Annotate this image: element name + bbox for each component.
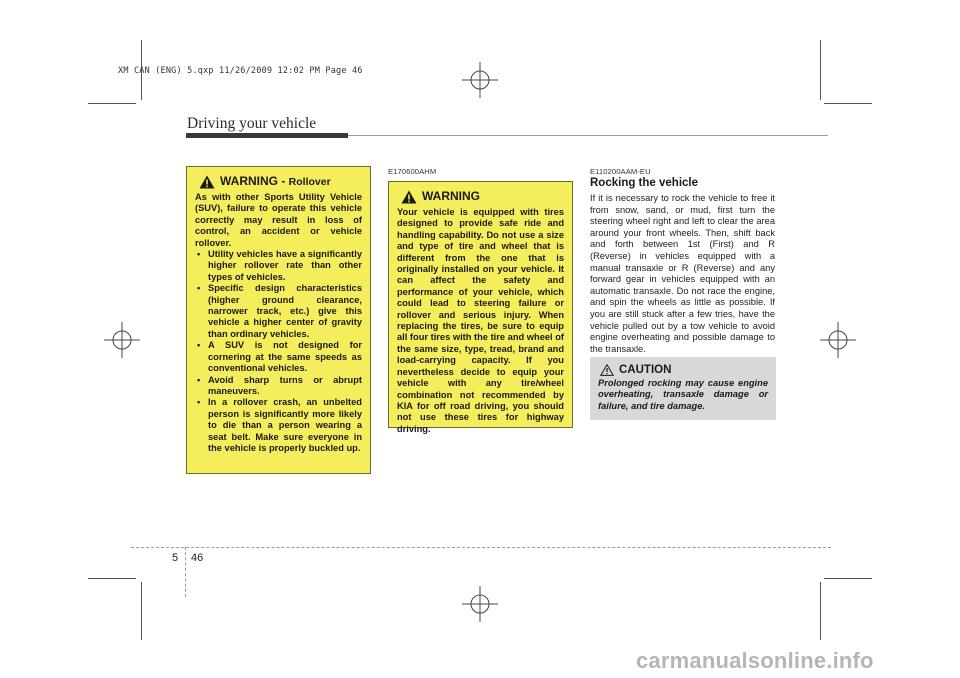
- print-slug: XM CAN (ENG) 5.qxp 11/26/2009 12:02 PM Page 46: [118, 66, 363, 76]
- crop-mark: [88, 578, 136, 579]
- warning-tires-title: WARNING: [422, 189, 480, 204]
- warning-tires-header: [397, 190, 564, 204]
- caution-header: [598, 364, 768, 376]
- section-title: Driving your vehicle: [187, 115, 317, 132]
- list-item: • Utility vehicles have a significantly higher rollover rate than other types of vehicles.: [195, 249, 362, 283]
- caution-box: [590, 357, 776, 420]
- header-bar: [186, 133, 348, 138]
- list-item: • Avoid sharp turns or abrupt maneuvers.: [195, 375, 362, 398]
- header-rule: [348, 135, 828, 136]
- warning-rollover-box: [186, 166, 371, 474]
- watermark: carmanualsonline.info: [636, 648, 874, 673]
- warning-rollover-subtitle: Rollover: [288, 175, 331, 188]
- crop-mark: [88, 103, 136, 104]
- warning-rollover-title: WARNING -: [220, 173, 289, 188]
- caution-title: CAUTION: [619, 364, 672, 376]
- footer-divider: [185, 547, 186, 597]
- crop-mark: [824, 578, 872, 579]
- chapter-number: 5: [172, 552, 179, 564]
- list-item: • Specific design characteristics (higher ground clearance, narrower track, etc.) give this vehicle a higher center of gravity than ordinary vehicles.: [195, 283, 362, 340]
- registration-mark-icon: [462, 586, 498, 622]
- warning-rollover-list: [195, 249, 362, 454]
- footer-rule: [131, 547, 831, 548]
- warning-rollover-intro: As with other Sports Utility Vehicle (SUV), failure to operate this vehicle correctly may result in loss of control, an accident or vehicle rollover.: [195, 192, 362, 248]
- warning-triangle-icon: [401, 190, 417, 204]
- crop-mark: [141, 582, 142, 640]
- list-item: • In a rollover crash, an unbelted person is significantly more likely to die than a person wearing a seat belt. Make sure everyone in the vehicle is properly buckled up.: [195, 397, 362, 454]
- caution-triangle-icon: [600, 364, 614, 376]
- warning-tires-text: Your vehicle is equipped with tires designed to provide safe ride and handling capability. Do not use a size and type of tire and wheel that is different from the one that is originally installed on your vehicle. It can affect the safety and performance of your vehicle, which could lead to steering failure or rollover and serious injury. When replacing the tires, be sure to equip all four tires with the tire and wheel of the same size, type, tread, brand and load-carrying capacity. If you nevertheless decide to equip your vehicle with any tire/wheel combination not recommended by KIA for off road driving, you should not use these tires for highway driving.: [397, 207, 564, 434]
- caution-text: Prolonged rocking may cause engine overheating, transaxle damage or failure, and tire damage.: [598, 378, 768, 411]
- section-code: E110200AAM-EU: [590, 167, 651, 176]
- rocking-body: If it is necessary to rock the vehicle to free it from snow, sand, or mud, first turn the steering wheel right and left to clear the area around your front wheels. Then, shift back and forth between 1st (First) and R (Reverse) in vehicles equipped with a manual transaxle or R (Reverse) and any forward gear in vehicles equipped with an automatic transaxle. Do not race the engine, and spin the wheels as little as possible. If you are still stuck after a few tries, have the vehicle pulled out by a tow vehicle to avoid engine overheating and possible damage to the transaxle.: [590, 193, 775, 354]
- registration-mark-icon: [820, 322, 856, 358]
- registration-mark-icon: [104, 322, 140, 358]
- crop-mark: [824, 103, 872, 104]
- crop-mark: [820, 582, 821, 640]
- page-number: 46: [191, 552, 204, 564]
- warning-tires-box: [388, 181, 573, 434]
- registration-mark-icon: [462, 62, 498, 98]
- crop-mark: [820, 40, 821, 100]
- list-item: • A SUV is not designed for cornering at the same speeds as conventional vehicles.: [195, 340, 362, 374]
- section-code: E170600AHM: [388, 167, 437, 176]
- rocking-heading: Rocking the vehicle: [590, 177, 699, 189]
- warning-rollover-header: [195, 175, 362, 189]
- warning-triangle-icon: [199, 175, 215, 189]
